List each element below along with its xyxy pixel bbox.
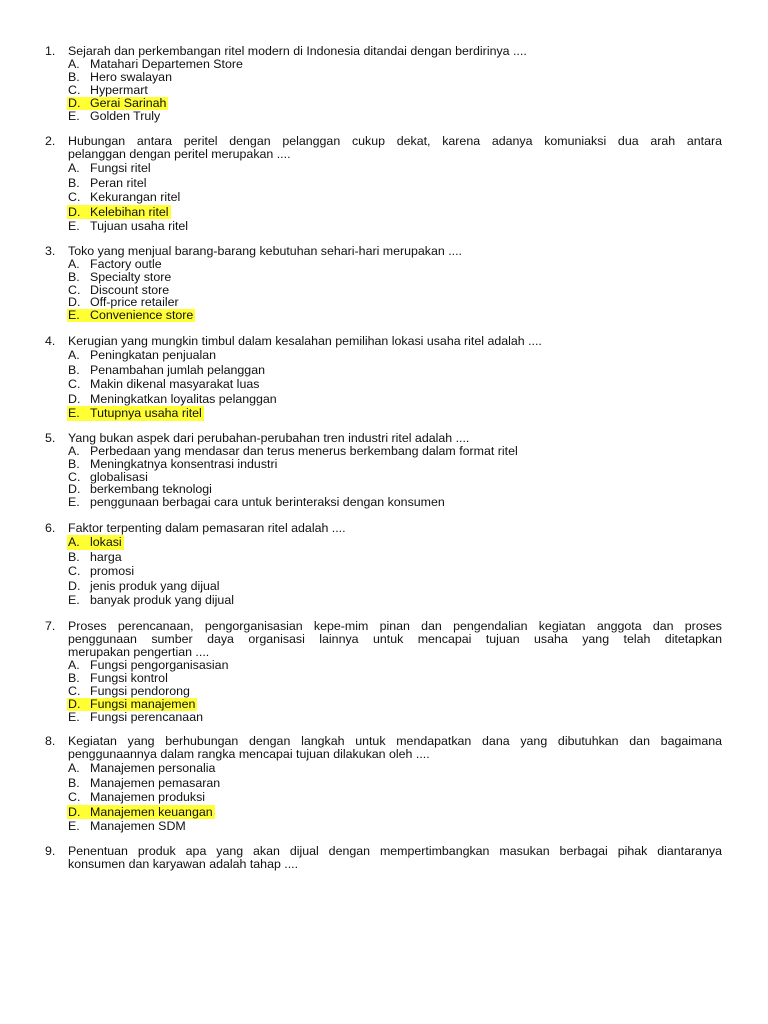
option-text: Kelebihan ritel bbox=[90, 204, 169, 219]
answer-option bbox=[0, 550, 768, 565]
answer-options bbox=[0, 761, 768, 834]
option-letter: A. bbox=[68, 444, 80, 458]
option-text: Peran ritel bbox=[90, 175, 147, 190]
option-text: Fungsi pendorong bbox=[90, 684, 190, 698]
option-letter: E. bbox=[68, 710, 80, 724]
option-letter: C. bbox=[68, 377, 81, 392]
option-text: Kekurangan ritel bbox=[90, 190, 181, 205]
answer-option bbox=[0, 271, 768, 284]
answer-option bbox=[0, 564, 768, 579]
question-text: Toko yang menjual barang-barang kebutuhan sehari-hari merupakan .... bbox=[68, 244, 462, 258]
option-letter: B. bbox=[68, 175, 80, 190]
option-text: Manajemen keuangan bbox=[90, 804, 213, 819]
option-letter: D. bbox=[68, 96, 81, 110]
option-text: Penambahan jumlah pelanggan bbox=[90, 362, 265, 377]
question-text: Hubungan antara peritel dengan pelanggan cukup dekat, karena adanya komuniaksi dua arah antara bbox=[68, 134, 722, 148]
option-text: Fungsi pengorganisasian bbox=[90, 658, 229, 672]
question-number: 3. bbox=[45, 244, 56, 258]
answer-option bbox=[0, 219, 768, 234]
option-text: Peningkatan penjualan bbox=[90, 348, 217, 362]
option-letter: D. bbox=[68, 204, 81, 219]
option-letter: B. bbox=[68, 549, 80, 564]
question-text: Yang bukan aspek dari perubahan-perubahan tren industri ritel adalah .... bbox=[68, 431, 470, 445]
answer-options bbox=[0, 348, 768, 421]
question-text: Proses perencanaan, pengorganisasian kepe-mim pinan dan pengendalian kegiatan anggota dan proses bbox=[68, 619, 722, 633]
answer-option bbox=[0, 176, 768, 191]
option-text: Tujuan usaha ritel bbox=[90, 219, 189, 234]
option-letter: A. bbox=[68, 161, 80, 175]
option-text: Fungsi manajemen bbox=[90, 697, 196, 711]
option-text: Gerai Sarinah bbox=[90, 96, 167, 110]
option-text: Makin dikenal masyarakat luas bbox=[90, 377, 260, 392]
question-number: 6. bbox=[45, 521, 56, 535]
option-letter: C. bbox=[68, 190, 81, 205]
answer-option bbox=[0, 579, 768, 594]
question-number: 4. bbox=[45, 334, 56, 348]
question-text: konsumen dan karyawan adalah tahap .... bbox=[68, 857, 299, 871]
question-6 bbox=[0, 522, 768, 608]
answer-option bbox=[0, 110, 768, 123]
question-2 bbox=[0, 135, 768, 234]
question-8 bbox=[0, 735, 768, 834]
question-number: 7. bbox=[45, 619, 56, 633]
answer-option bbox=[0, 190, 768, 205]
option-text: promosi bbox=[90, 564, 135, 579]
answer-option bbox=[0, 593, 768, 608]
answer-option bbox=[0, 161, 768, 176]
option-letter: E. bbox=[68, 495, 80, 510]
option-letter: E. bbox=[68, 593, 80, 608]
question-text: Penentuan produk apa yang akan dijual dengan mempertimbangkan masukan berbagai pihak diantaranya bbox=[68, 844, 722, 858]
option-letter: A. bbox=[68, 761, 80, 775]
option-letter: B. bbox=[68, 70, 80, 84]
option-letter: C. bbox=[68, 282, 81, 297]
option-letter: B. bbox=[68, 362, 80, 377]
answer-options bbox=[0, 659, 768, 724]
option-text: Golden Truly bbox=[90, 109, 161, 123]
option-letter: B. bbox=[68, 775, 80, 790]
answer-option bbox=[0, 776, 768, 791]
question-9 bbox=[0, 845, 768, 871]
option-letter: D. bbox=[68, 697, 81, 711]
question-3 bbox=[0, 245, 768, 322]
answer-options bbox=[0, 258, 768, 322]
option-text: Meningkatkan loyalitas pelanggan bbox=[90, 391, 277, 406]
option-text: Off-price retailer bbox=[90, 295, 179, 310]
option-letter: C. bbox=[68, 83, 81, 97]
option-letter: E. bbox=[68, 819, 80, 834]
question-number: 1. bbox=[45, 44, 56, 58]
option-letter: A. bbox=[68, 658, 80, 672]
option-letter: C. bbox=[68, 564, 81, 579]
answer-options bbox=[0, 58, 768, 123]
answer-option bbox=[0, 496, 768, 509]
option-text: berkembang teknologi bbox=[90, 482, 212, 497]
answer-option bbox=[0, 805, 768, 820]
option-text: Specialty store bbox=[90, 269, 172, 284]
question-text: Sejarah dan perkembangan ritel modern di Indonesia ditandai dengan berdirinya .... bbox=[68, 44, 527, 58]
option-letter: B. bbox=[68, 671, 80, 685]
question-text: pelanggan dengan peritel merupakan .... bbox=[68, 147, 291, 161]
answer-option bbox=[0, 392, 768, 407]
answer-options bbox=[0, 535, 768, 608]
answer-option bbox=[0, 258, 768, 271]
option-text: Manajemen pemasaran bbox=[90, 775, 221, 790]
answer-option bbox=[0, 445, 768, 458]
answer-options bbox=[0, 445, 768, 509]
answer-options bbox=[0, 161, 768, 234]
option-text: Meningkatnya konsentrasi industri bbox=[90, 456, 278, 471]
answer-option bbox=[0, 309, 768, 322]
option-letter: E. bbox=[68, 219, 80, 234]
answer-option bbox=[0, 363, 768, 378]
answer-option bbox=[0, 761, 768, 776]
answer-option bbox=[0, 348, 768, 363]
option-text: Manajemen personalia bbox=[90, 761, 216, 775]
question-text: penggunaannya dalam rangka mencapai tujuan dilakukan oleh .... bbox=[68, 747, 430, 761]
question-4 bbox=[0, 335, 768, 421]
option-text: Matahari Departemen Store bbox=[90, 57, 243, 71]
option-letter: D. bbox=[68, 578, 81, 593]
option-letter: B. bbox=[68, 269, 80, 284]
option-text: Convenience store bbox=[90, 308, 194, 323]
option-letter: E. bbox=[68, 406, 80, 421]
answer-option bbox=[0, 205, 768, 220]
option-text: Fungsi kontrol bbox=[90, 671, 168, 685]
option-letter: C. bbox=[68, 469, 81, 484]
question-number: 5. bbox=[45, 431, 56, 445]
option-letter: D. bbox=[68, 391, 81, 406]
option-text: Manajemen produksi bbox=[90, 790, 206, 805]
answer-option bbox=[0, 458, 768, 471]
option-text: jenis produk yang dijual bbox=[90, 578, 220, 593]
answer-option bbox=[0, 535, 768, 550]
option-text: Discount store bbox=[90, 282, 170, 297]
option-letter: C. bbox=[68, 790, 81, 805]
option-text: Hypermart bbox=[90, 83, 148, 97]
answer-option bbox=[0, 819, 768, 834]
question-line bbox=[0, 335, 768, 348]
option-letter: B. bbox=[68, 456, 80, 471]
question-line bbox=[0, 148, 768, 161]
question-number: 9. bbox=[45, 844, 56, 858]
question-number: 8. bbox=[45, 734, 56, 748]
option-letter: A. bbox=[68, 57, 80, 71]
question-line bbox=[0, 522, 768, 535]
question-text: Kegiatan yang berhubungan dengan langkah untuk mendapatkan dana yang dibutuhkan dan bagaimana bbox=[68, 734, 722, 748]
question-text: merupakan pengertian .... bbox=[68, 645, 210, 659]
answer-option bbox=[0, 406, 768, 421]
option-letter: E. bbox=[68, 308, 80, 323]
option-text: Hero swalayan bbox=[90, 70, 172, 84]
option-text: Tutupnya usaha ritel bbox=[90, 406, 202, 421]
option-letter: A. bbox=[68, 257, 80, 271]
option-letter: D. bbox=[68, 804, 81, 819]
option-letter: A. bbox=[68, 348, 80, 362]
question-line bbox=[0, 748, 768, 761]
option-text: Fungsi ritel bbox=[90, 161, 151, 175]
answer-option bbox=[0, 790, 768, 805]
answer-option bbox=[0, 711, 768, 724]
question-text: Kerugian yang mungkin timbul dalam kesalahan pemilihan lokasi usaha ritel adalah .... bbox=[68, 334, 542, 348]
option-letter: D. bbox=[68, 482, 81, 497]
option-letter: D. bbox=[68, 295, 81, 310]
option-text: lokasi bbox=[90, 535, 122, 549]
option-text: harga bbox=[90, 549, 122, 564]
option-letter: E. bbox=[68, 109, 80, 123]
option-text: banyak produk yang dijual bbox=[90, 593, 234, 608]
question-line bbox=[0, 858, 768, 871]
question-5 bbox=[0, 432, 768, 509]
question-text: Faktor terpenting dalam pemasaran ritel adalah .... bbox=[68, 521, 346, 535]
option-text: penggunaan berbagai cara untuk berinteraksi dengan konsumen bbox=[90, 495, 445, 510]
option-text: Perbedaan yang mendasar dan terus menerus berkembang dalam format ritel bbox=[90, 444, 518, 458]
option-text: globalisasi bbox=[90, 469, 148, 484]
option-text: Manajemen SDM bbox=[90, 819, 186, 834]
question-number: 2. bbox=[45, 134, 56, 148]
option-letter: A. bbox=[68, 535, 80, 549]
question-1 bbox=[0, 45, 768, 123]
answer-option bbox=[0, 377, 768, 392]
option-text: Factory outle bbox=[90, 257, 162, 271]
option-letter: C. bbox=[68, 684, 81, 698]
question-text: penggunaan sumber daya organisasi lainnya untuk mencapai tujuan usaha yang telah ditetapkan bbox=[68, 632, 722, 646]
option-text: Fungsi perencanaan bbox=[90, 710, 203, 724]
question-7 bbox=[0, 620, 768, 724]
